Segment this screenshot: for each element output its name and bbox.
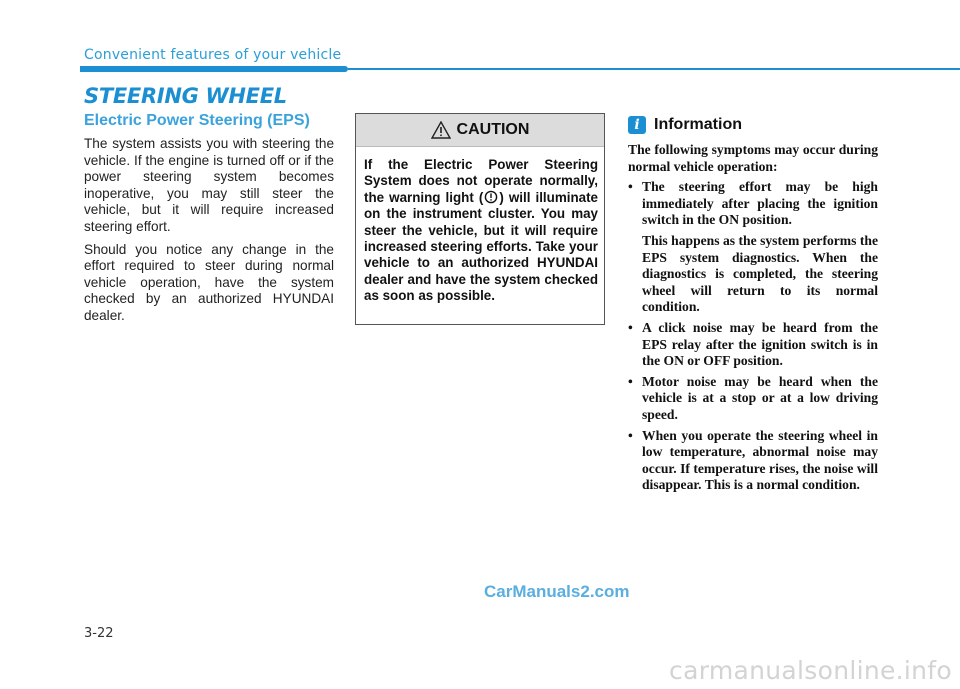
information-bullet: • A click noise may be heard from the EPS relay after the ignition switch is in the ON or OFF position. bbox=[628, 320, 878, 370]
information-intro: The following symptoms may occur during normal vehicle operation: bbox=[628, 142, 878, 174]
section-header-label: Convenient features of your vehicle bbox=[84, 47, 342, 63]
information-bullet: • When you operate the steering wheel in low temperature, abnormal noise may occur. If temperature rises, the noise will disappear. This is a normal condition. bbox=[628, 428, 878, 494]
page-title: STEERING WHEEL bbox=[84, 84, 287, 108]
body-text bbox=[84, 136, 334, 331]
warning-triangle-icon bbox=[431, 121, 451, 139]
information-body bbox=[628, 142, 878, 498]
caution-title: CAUTION bbox=[456, 121, 530, 138]
caution-text-part1: If the Electric Power Steering System does not operate normally, the warning light ( bbox=[364, 157, 598, 205]
header-accent-bar bbox=[80, 66, 348, 72]
eps-warning-light-icon bbox=[484, 190, 498, 204]
information-title: Information bbox=[654, 116, 742, 133]
header-rule bbox=[348, 68, 960, 70]
information-bullet: • Motor noise may be heard when the vehicle is at a stop or at a low driving speed. bbox=[628, 374, 878, 424]
info-i-icon: i bbox=[628, 116, 646, 134]
information-bullet-followup: This happens as the system performs the EPS system diagnostics. When the diagnostics is completed, the steering wheel will return to its normal condition. bbox=[642, 232, 878, 315]
body-paragraph: Should you notice any change in the effort required to steer during normal vehicle operation, have the system checked by an authorized HYUNDAI dealer. bbox=[84, 241, 334, 323]
caution-text-part2: ) will illuminate on the instrument cluster. You may steer the vehicle, but it will require increased steering efforts. Take your vehicle to an authorized HYUNDAI dealer and have the system checked as soon as possible. bbox=[364, 189, 598, 304]
caution-box bbox=[355, 113, 605, 325]
section-subtitle: Electric Power Steering (EPS) bbox=[84, 112, 310, 129]
page-number: 3-22 bbox=[84, 626, 114, 641]
caution-text bbox=[356, 147, 604, 305]
information-bullet: • The steering effort may be high immediately after placing the ignition switch in the ON position. bbox=[628, 179, 878, 229]
watermark-link[interactable]: CarManuals2.com bbox=[484, 582, 630, 601]
body-paragraph: The system assists you with steering the vehicle. If the engine is turned off or if the power steering system becomes inoperative, you may still steer the vehicle, but it will require increased steering effort. bbox=[84, 136, 334, 234]
footer-site-watermark: carmanualsonline.info bbox=[669, 656, 952, 685]
caution-header bbox=[356, 114, 604, 147]
